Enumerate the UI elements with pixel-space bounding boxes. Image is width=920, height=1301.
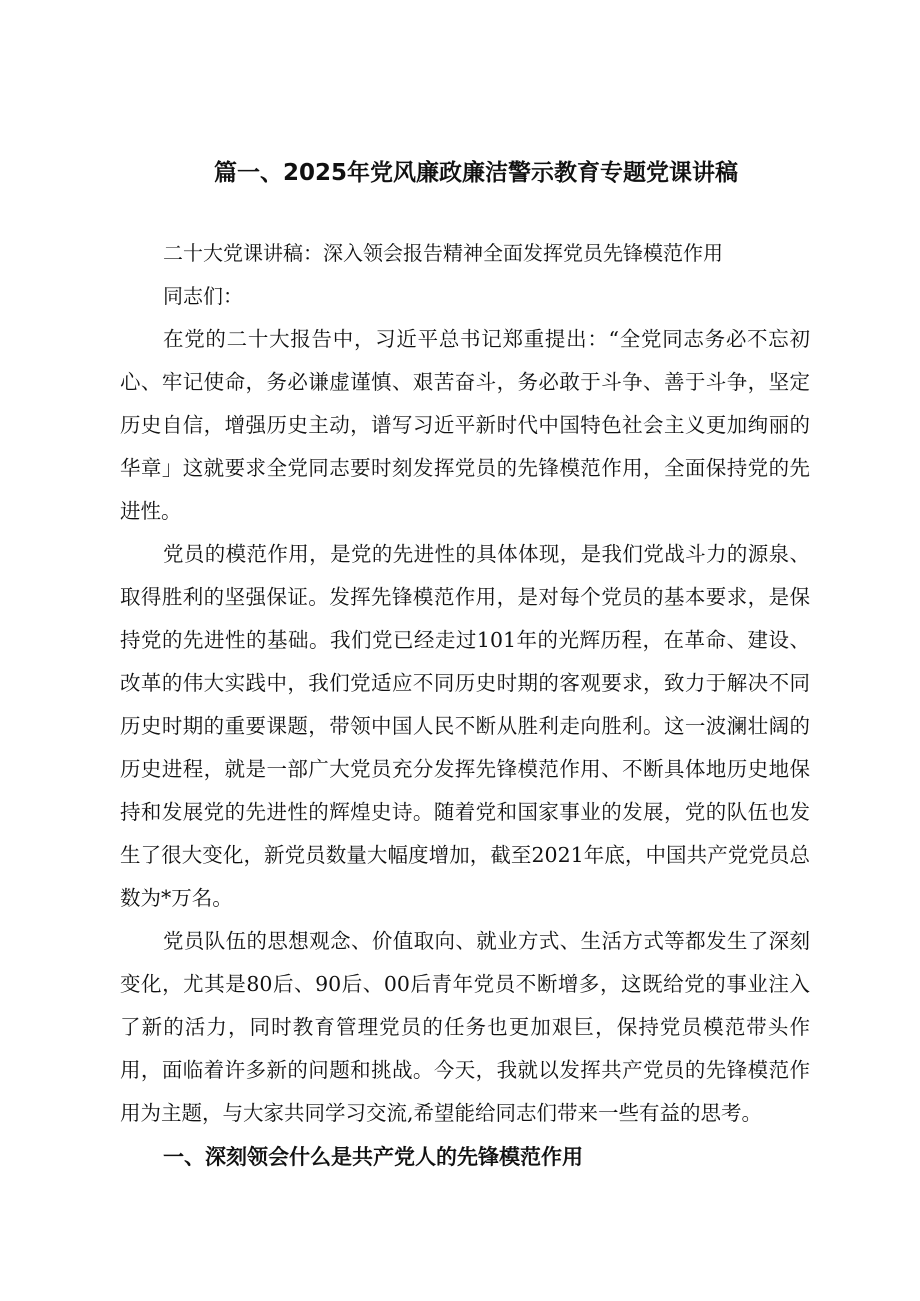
paragraph-1: 在党的二十大报告中，习近平总书记郑重提出：“全党同志务必不忘初心、牢记使命，务必谦虚谨慎、艰苦奋斗，务必敢于斗争、善于斗争，坚定历史自信，增强历史主动，谱写习近平新时代中国特色社会主义更加绚丽的华章」这就要求全党同志要时刻发挥党员的先锋模范作用，全面保持党的先进性。: [120, 327, 810, 523]
document-subtitle: 二十大党课讲稿：深入领会报告精神全面发挥党员先锋模范作用: [163, 241, 723, 265]
section-heading: 一、深刻领会什么是共产党人的先锋模范作用: [163, 1145, 583, 1169]
paragraph-3: 党员队伍的思想观念、价值取向、就业方式、生活方式等都发生了深刻变化，尤其是80后、90后、00后青年党员不断增多，这既给党的事业注入了新的活力，同时教育管理党员的任务也更加艰巨，保持党员模范带头作用，面临着许多新的问题和挑战。今天，我就以发挥共产党员的先锋模范作用为主题，与大家共同学习交流,希望能给同志们带来一些有益的思考。: [120, 929, 810, 1125]
paragraph-2: 党员的模范作用，是党的先进性的具体体现，是我们党战斗力的源泉、取得胜利的坚强保证。发挥先锋模范作用，是对每个党员的基本要求，是保持党的先进性的基础。我们党已经走过101年的光辉历程，在革命、建设、改革的伟大实践中，我们党适应不同历史时期的客观要求，致力于解决不同历史时期的重要课题，带领中国人民不断从胜利走向胜利。这一波澜壮阔的历史进程，就是一部广大党员充分发挥先锋模范作用、不断具体地历史地保持和发展党的先进性的辉煌史诗。随着党和国家事业的发展，党的队伍也发生了很大变化，新党员数量大幅度增加，截至2021年底，中国共产党党员总数为*万名。: [120, 542, 810, 910]
salutation: 同志们：: [163, 284, 243, 308]
document-title: 篇一、2025年党风廉政廉洁警示教育专题党课讲稿: [213, 160, 738, 186]
